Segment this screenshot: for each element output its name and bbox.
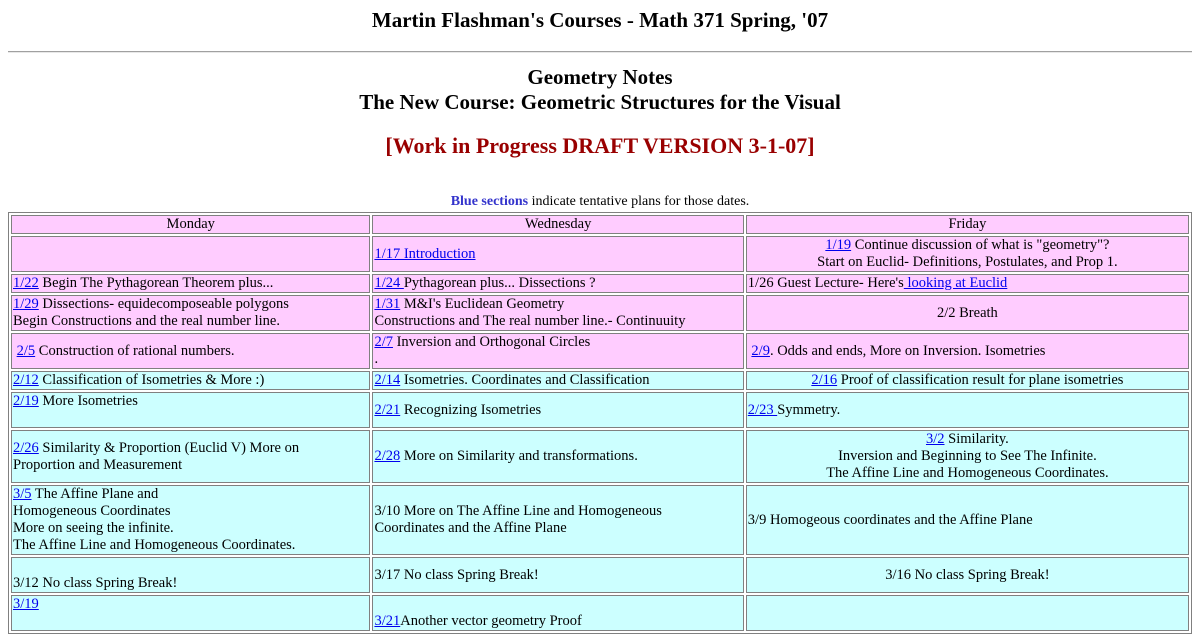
- header-wednesday: Wednesday: [372, 215, 743, 234]
- cell-text: Dissections- equidecomposeable polygons: [38, 296, 289, 312]
- link-2-26[interactable]: 2/26: [13, 439, 39, 456]
- cell-wednesday: [372, 595, 743, 631]
- cell-text: Similarity & Proportion (Euclid V) More on: [38, 439, 300, 456]
- cell-friday: [746, 236, 1189, 272]
- table-header-row: [11, 215, 1189, 234]
- cell-text: 3/10 More on The Affine Line and Homogeneous: [374, 503, 662, 519]
- cell-text: M&I's Euclidean Geometry: [400, 296, 565, 312]
- cell-wednesday: 3/17 No class Spring Break!: [372, 557, 743, 593]
- cell-monday: [11, 430, 370, 483]
- link-2-12[interactable]: 2/12: [13, 372, 39, 388]
- draft-notice: [Work in Progress DRAFT VERSION 3-1-07]: [385, 133, 815, 158]
- table-row: [11, 557, 1189, 593]
- cell-text: Isometries. Coordinates and Classification: [400, 372, 650, 388]
- cell-wednesday: [372, 371, 743, 390]
- cell-friday-empty: [746, 595, 1189, 631]
- link-3-19[interactable]: 3/19: [13, 596, 39, 612]
- cell-text: 1/26 Guest Lecture- Here's: [747, 275, 904, 291]
- table-row: [11, 295, 1189, 331]
- link-1-29[interactable]: 1/29: [13, 296, 39, 312]
- cell-monday: [11, 392, 370, 428]
- cell-monday: [11, 333, 370, 369]
- cell-text: Homogeneous Coordinates: [13, 503, 171, 519]
- legend: [0, 194, 1200, 210]
- cell-text: The Affine Line and Homogeneous Coordinates.: [13, 537, 296, 553]
- cell-monday: [11, 595, 370, 631]
- cell-wednesday: [372, 333, 743, 369]
- cell-wednesday: [372, 430, 743, 483]
- link-looking-at-euclid[interactable]: looking at Euclid: [903, 275, 1008, 291]
- link-2-19[interactable]: 2/19: [13, 393, 39, 409]
- table-row: [11, 430, 1189, 483]
- cell-friday: [746, 274, 1189, 293]
- cell-monday-empty: [11, 236, 370, 272]
- cell-text: Recognizing Isometries: [400, 401, 542, 418]
- cell-text: Classification of Isometries & More :): [38, 372, 265, 388]
- link-3-5[interactable]: 3/5: [13, 486, 32, 502]
- cell-text: More on Similarity and transformations.: [400, 448, 638, 464]
- cell-text: Begin The Pythagorean Theorem plus...: [38, 275, 274, 291]
- cell-friday: [746, 392, 1189, 428]
- cell-text: Inversion and Beginning to See The Infinite.: [838, 448, 1097, 464]
- cell-text: Another vector geometry Proof: [400, 613, 582, 629]
- link-1-19[interactable]: 1/19: [825, 237, 852, 253]
- cell-monday: [11, 485, 370, 555]
- link-2-9[interactable]: 2/9: [751, 342, 770, 359]
- table-row: [11, 274, 1189, 293]
- cell-text: Coordinates and the Affine Plane: [374, 520, 567, 536]
- cell-wednesday: [372, 274, 743, 293]
- table-row: [11, 595, 1189, 631]
- cell-text: Construction of rational numbers.: [35, 342, 235, 359]
- cell-text: Begin Constructions and the real number line.: [13, 313, 280, 329]
- link-2-21[interactable]: 2/21: [374, 401, 401, 418]
- cell-friday: [746, 430, 1189, 483]
- link-1-17-introduction[interactable]: 1/17 Introduction: [374, 245, 476, 262]
- table-row: [11, 333, 1189, 369]
- cell-text: Symmetry.: [777, 401, 841, 418]
- legend-text: indicate tentative plans for those dates.: [528, 194, 750, 209]
- link-2-28[interactable]: 2/28: [374, 448, 401, 464]
- cell-text: The Affine Line and Homogeneous Coordinates.: [826, 465, 1109, 481]
- cell-text: . Odds and ends, More on Inversion. Isometries: [769, 342, 1046, 359]
- cell-text: Proof of classification result for plane isometries: [837, 372, 1124, 388]
- cell-monday: 3/12 No class Spring Break!: [11, 557, 370, 593]
- cell-friday: 2/2 Breath: [746, 295, 1189, 331]
- header-monday: Monday: [11, 215, 370, 234]
- cell-text: .: [374, 351, 379, 367]
- table-row: [11, 371, 1189, 390]
- cell-wednesday: [372, 485, 743, 555]
- link-2-5[interactable]: 2/5: [16, 342, 36, 359]
- cell-text: Constructions and The real number line.- Continuuity: [374, 313, 686, 329]
- cell-text: Pythagorean plus... Dissections ?: [403, 275, 596, 291]
- heading-course-name: The New Course: Geometric Structures for the Visual: [359, 90, 841, 114]
- cell-text: Inversion and Orthogonal Circles: [392, 334, 591, 350]
- link-3-21[interactable]: 3/21: [374, 613, 401, 629]
- page-top-title: Martin Flashman's Courses - Math 371 Spring, '07: [371, 8, 829, 32]
- cell-text: Continue discussion of what is "geometry"?: [851, 237, 1110, 253]
- cell-text: Start on Euclid- Definitions, Postulates, and Prop 1.: [817, 254, 1118, 270]
- cell-text: More on seeing the infinite.: [13, 520, 174, 536]
- schedule-table: [8, 212, 1192, 634]
- legend-blue-sections: Blue sections: [450, 194, 529, 209]
- cell-monday: [11, 295, 370, 331]
- cell-wednesday: [372, 392, 743, 428]
- header-friday: Friday: [746, 215, 1189, 234]
- cell-text: The Affine Plane and: [31, 486, 159, 502]
- cell-text: Similarity.: [944, 431, 1009, 447]
- link-2-7[interactable]: 2/7: [374, 334, 393, 350]
- link-3-2[interactable]: 3/2: [925, 431, 945, 447]
- cell-text: Proportion and Measurement: [13, 456, 183, 473]
- cell-monday: [11, 371, 370, 390]
- link-1-22[interactable]: 1/22: [13, 275, 39, 291]
- link-2-14[interactable]: 2/14: [374, 372, 401, 388]
- horizontal-rule: [8, 51, 1192, 53]
- table-row: [11, 392, 1189, 428]
- link-2-23[interactable]: 2/23: [747, 401, 778, 418]
- heading-geometry-notes: Geometry Notes: [527, 65, 673, 89]
- cell-friday: [746, 333, 1189, 369]
- cell-monday: [11, 274, 370, 293]
- cell-text: More Isometries: [38, 393, 138, 409]
- link-1-31[interactable]: 1/31: [374, 296, 401, 312]
- table-row: [11, 485, 1189, 555]
- link-2-16[interactable]: 2/16: [811, 372, 838, 388]
- cell-friday: [746, 371, 1189, 390]
- cell-wednesday: [372, 236, 743, 272]
- cell-friday: 3/16 No class Spring Break!: [746, 557, 1189, 593]
- table-row: [11, 236, 1189, 272]
- link-1-24[interactable]: 1/24: [374, 275, 404, 291]
- cell-wednesday: [372, 295, 743, 331]
- cell-friday: 3/9 Homogeous coordinates and the Affine Plane: [746, 485, 1189, 555]
